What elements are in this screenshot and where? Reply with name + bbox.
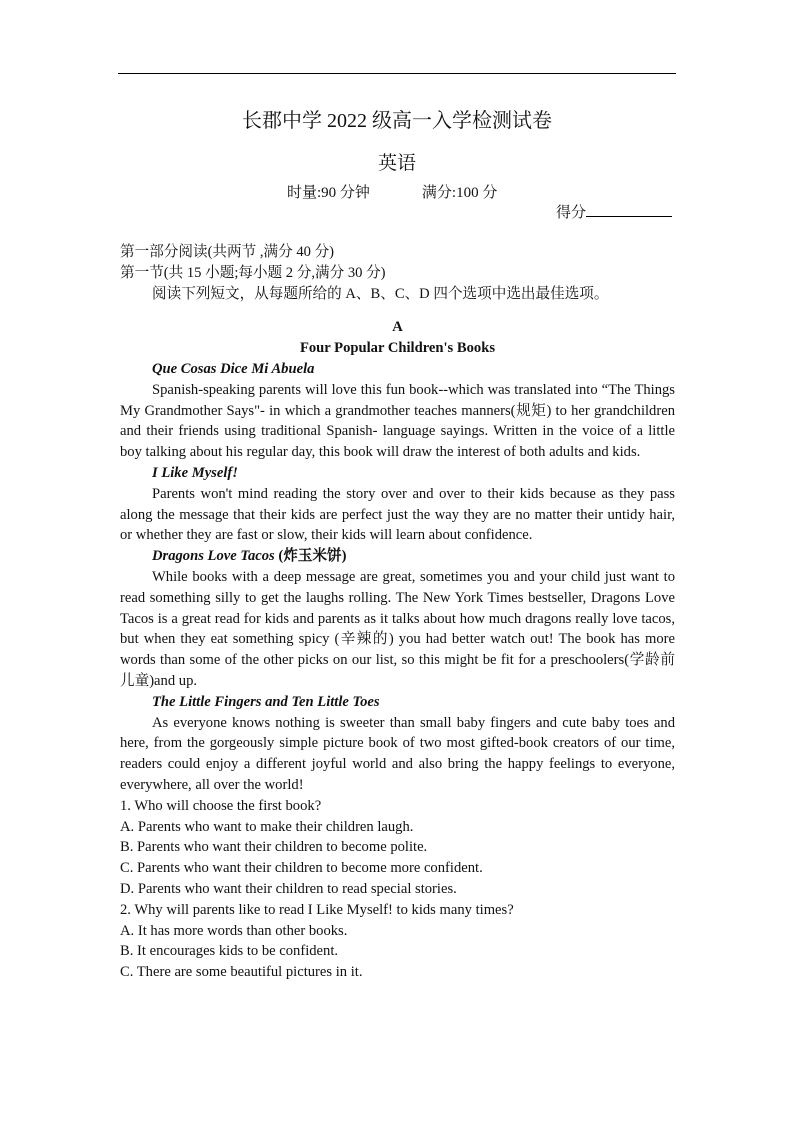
directions: 阅读下列短文，从每题所给的 A、B、C、D 四个选项中选出最佳选项。 (152, 285, 609, 302)
book-title: Dragons Love Tacos (炸玉米饼) (152, 548, 347, 565)
question-stem: 1. Who will choose the first book? (120, 797, 322, 814)
score-blank[interactable] (586, 202, 672, 217)
answer-option[interactable]: C. Parents who want their children to become more confident. (120, 860, 483, 877)
book-description: Parents won't mind reading the story over and over to their kids because as they pass along the message that their kids are perfect just the way they are no matter their untidy hair, or whether they are fast or slow, their kids will learn about confidence. (120, 485, 675, 544)
answer-option[interactable]: A. It has more words than other books. (120, 922, 348, 939)
passage-label: A (392, 319, 403, 336)
answer-option[interactable]: B. Parents who want their children to become polite. (120, 839, 428, 856)
book-title: I Like Myself! (152, 464, 238, 481)
book-description: As everyone knows nothing is sweeter than small baby fingers and cute baby toes and here, from the gorgeously simple picture book of two most gifted-book creators of our time, readers could enjoy a different joyful world and also bring the happy feelings to everyone, everywhere, all over the world! (120, 714, 675, 793)
subject-title: 英语 (377, 153, 416, 174)
exam-title: 长郡中学 2022 级高一入学检测试卷 (242, 110, 552, 132)
full-score: 满分:100 分 (421, 185, 498, 201)
answer-option[interactable]: A. Parents who want to make their children laugh. (120, 818, 414, 835)
answer-option[interactable]: B. It encourages kids to be confident. (120, 943, 339, 960)
time-limit: 时量:90 分钟 (287, 185, 370, 201)
book-title-note: (炸玉米饼) (274, 548, 347, 565)
answer-option[interactable]: C. There are some beautiful pictures in it. (120, 964, 363, 981)
section-heading: 第一节(共 15 小题;每小题 2 分,满分 30 分) (120, 264, 386, 281)
book-title: The Little Fingers and Ten Little Toes (152, 693, 380, 710)
answer-option[interactable]: D. Parents who want their children to read special stories. (120, 880, 457, 897)
exam-meta (287, 181, 497, 202)
book-description: Spanish-speaking parents will love this fun book--which was translated into “The Things My Grandmother Says"- in which a grandmother teaches manners(规矩) to her grandchildren and their friends using traditional Spanish- language sayings. Written in the voice of a little boy talking about his regular day, this book will draw the interest of both adults and kids. (120, 381, 675, 461)
passage-title: Four Popular Children's Books (299, 340, 496, 357)
top-rule (118, 73, 676, 74)
book-title: Que Cosas Dice Mi Abuela (152, 360, 315, 377)
book-description: While books with a deep message are great, sometimes you and your child just want to read something silly to get the laughs rolling. The New York Times bestseller, Dragons Love Tacos is a great read for kids and parents as it talks about how much dragons really love tacos, but when they eat something spicy (辛辣的) you had better watch out! The book has more words than some of the other picks on our list, so this might be fit for a preschoolers(学龄前儿童)and up. (120, 568, 675, 689)
score-field (556, 201, 672, 222)
score-label: 得分 (556, 205, 587, 221)
exam-content (120, 242, 675, 983)
question-stem: 2. Why will parents like to read I Like Myself! to kids many times? (120, 901, 514, 918)
part-heading: 第一部分阅读(共两节 ,满分 40 分) (120, 244, 335, 260)
